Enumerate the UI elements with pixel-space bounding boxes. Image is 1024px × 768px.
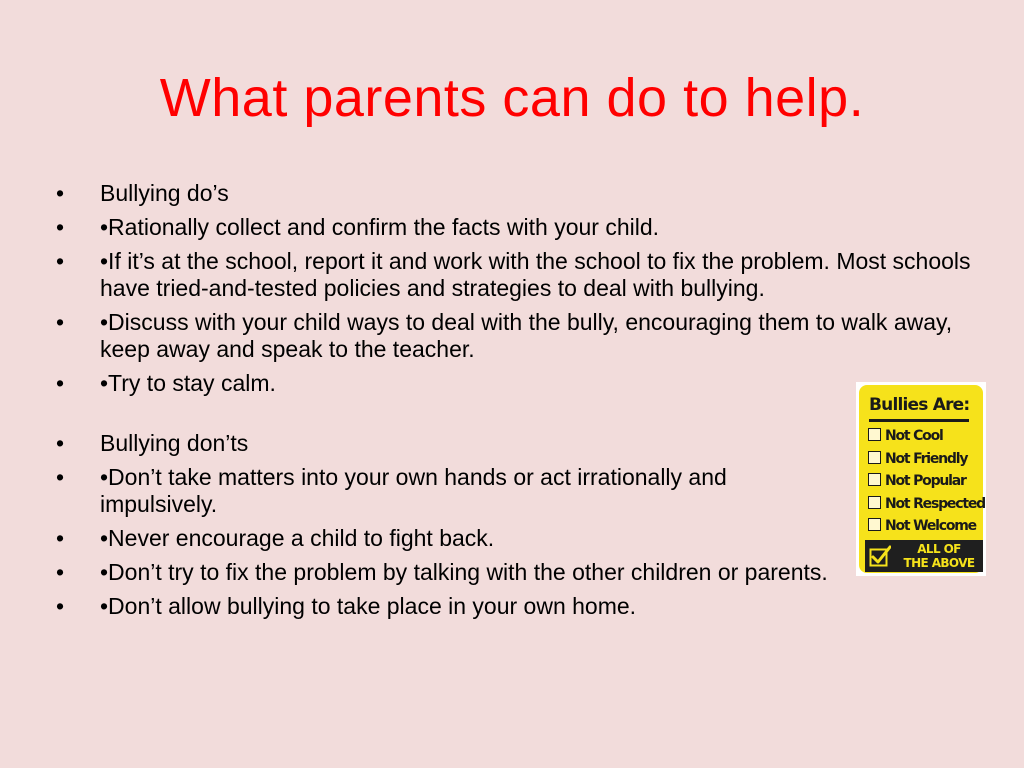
list-item — [56, 525, 976, 552]
list-item — [56, 464, 800, 518]
bullet-marker: • — [56, 464, 65, 490]
list-item — [56, 180, 976, 207]
list-item-text: •Don’t take matters into your own hands or act irrationally and impulsively. — [100, 464, 727, 517]
list-item-text: •Don’t try to fix the problem by talking with the other children or parents. — [100, 559, 828, 585]
list-item-text: •Don’t allow bullying to take place in your own home. — [100, 593, 637, 619]
bullet-marker: • — [56, 525, 65, 551]
checkbox-icon — [868, 451, 881, 464]
badge-item-label: Not Respected — [885, 495, 985, 512]
checked-box-icon — [869, 545, 891, 567]
list-item-text: •Discuss with your child ways to deal with the bully, encouraging them to walk away, keep away and speak to the teacher. — [100, 309, 953, 362]
badge-heading: Bullies Are: — [869, 395, 970, 415]
list-item-text: •Never encourage a child to fight back. — [100, 525, 495, 551]
checkbox-icon — [868, 518, 881, 531]
bullet-marker: • — [56, 370, 65, 396]
bullet-marker: • — [56, 593, 65, 619]
bullet-marker: • — [56, 309, 65, 335]
list-item-text: •If it’s at the school, report it and work with the school to fix the problem. Most schools have tried-and-tested policies and strategies to deal with bullying. — [100, 248, 971, 301]
list-item-text: •Try to stay calm. — [100, 370, 276, 396]
slide-title: What parents can do to help. — [159, 68, 865, 128]
badge-checklist-item — [868, 425, 985, 448]
list-item — [56, 309, 976, 363]
badge-item-label: Not Popular — [885, 473, 966, 489]
bullet-marker: • — [56, 559, 65, 585]
list-item — [56, 370, 976, 397]
bullet-marker: • — [56, 430, 65, 456]
checkbox-icon — [868, 473, 881, 486]
badge-footer-text — [897, 542, 981, 570]
list-item — [56, 430, 976, 457]
list-item — [56, 248, 976, 302]
badge-footer-line2: THE ABOVE — [903, 556, 975, 570]
badge-underline — [869, 419, 969, 422]
bullies-are-badge-image — [856, 382, 986, 576]
badge-item-label: Not Friendly — [885, 450, 968, 467]
badge-checklist-item — [868, 493, 985, 516]
badge-checklist — [868, 425, 985, 538]
bullet-marker: • — [56, 248, 65, 274]
badge-item-label: Not Cool — [885, 428, 943, 444]
list-item-text: Bullying do’s — [100, 180, 229, 206]
badge-checklist-item — [868, 515, 985, 538]
badge-background — [859, 385, 983, 573]
list-item-text: Bullying don’ts — [100, 430, 249, 456]
list-item — [56, 559, 976, 586]
badge-item-label: Not Welcome — [885, 518, 976, 534]
list-item — [56, 593, 976, 620]
checkbox-icon — [868, 428, 881, 441]
list-item-text: •Rationally collect and confirm the facts with your child. — [100, 214, 660, 240]
bullet-marker: • — [56, 180, 65, 206]
bullet-marker: • — [56, 214, 65, 240]
list-item — [56, 214, 976, 241]
checkbox-icon — [868, 496, 881, 509]
bullet-list — [56, 180, 976, 627]
badge-checklist-item — [868, 448, 985, 471]
badge-checklist-item — [868, 470, 985, 493]
badge-footer-line1: ALL OF — [917, 542, 961, 556]
badge-footer — [865, 540, 983, 572]
